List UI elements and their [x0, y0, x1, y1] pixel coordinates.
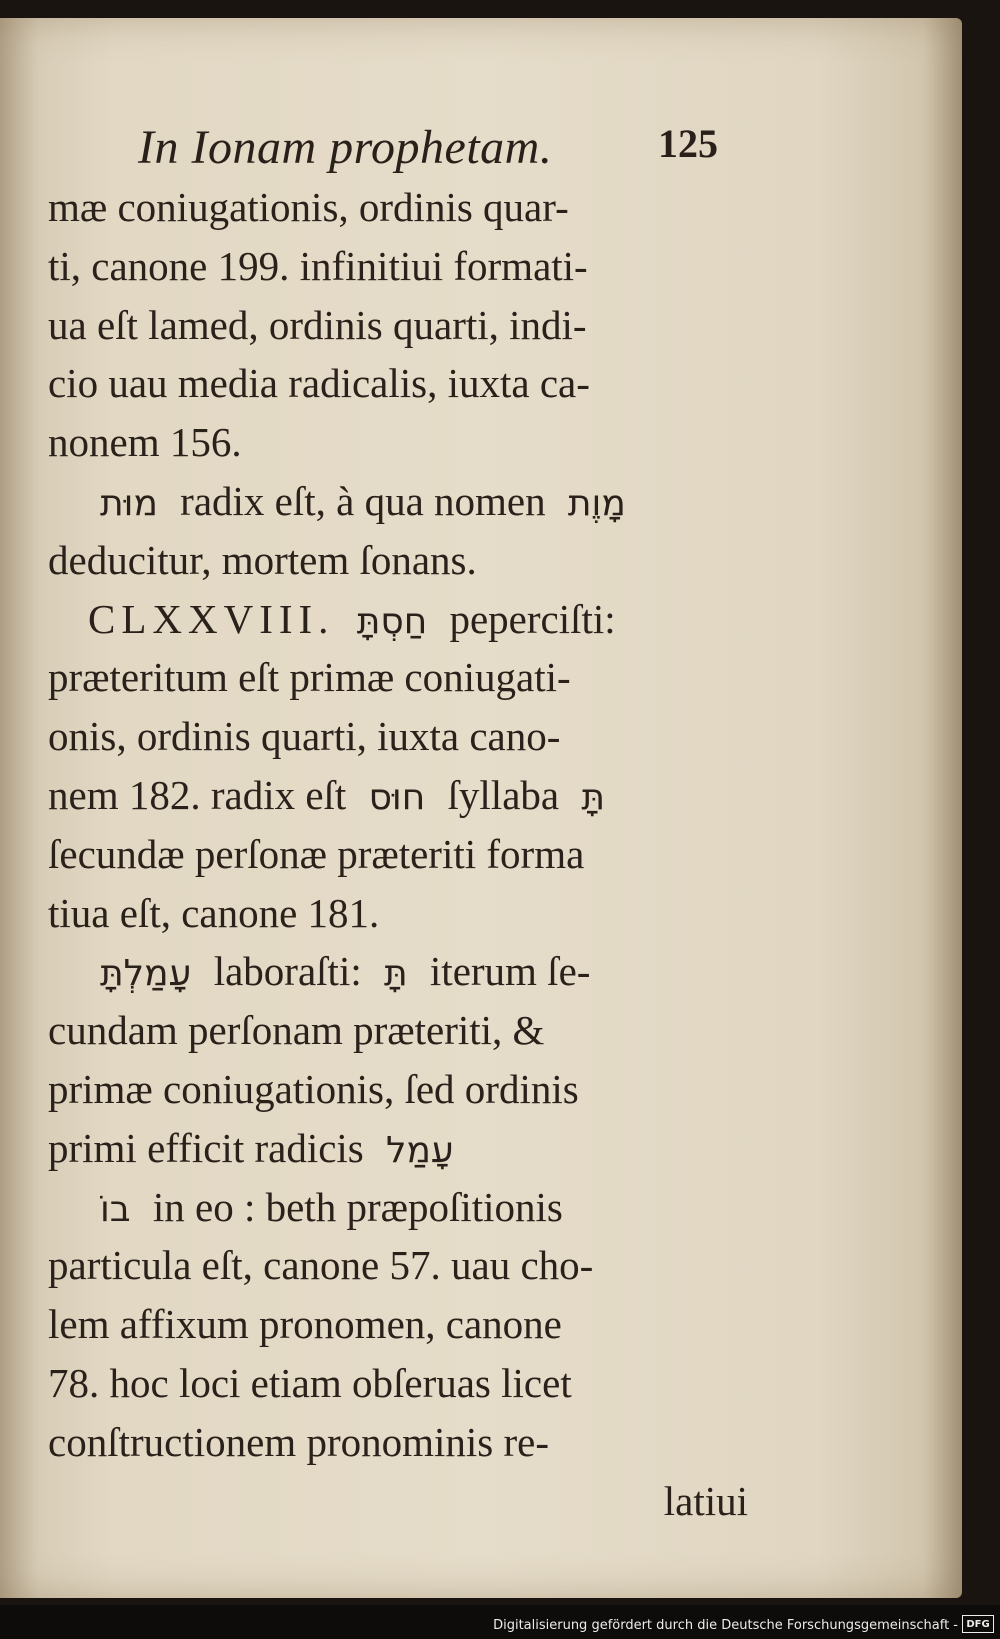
- hebrew-word: חַסְתָּ: [356, 600, 428, 642]
- hebrew-word: עָמַל: [386, 1129, 454, 1171]
- line-text: nem 182. radix eſt: [48, 771, 347, 818]
- book-page: [0, 18, 962, 1598]
- digitization-credit: Digitalisierung gefördert durch die Deutsche Forschungsgemeinschaft -: [493, 1618, 958, 1633]
- section-number: CLXXVIII.: [88, 595, 335, 642]
- text-line: [48, 648, 748, 707]
- line-text: laboraſti:: [213, 948, 362, 995]
- hebrew-word: חוּס: [368, 776, 426, 818]
- line-text: primi efficit radicis: [48, 1124, 364, 1171]
- line-text: ſyllaba: [447, 771, 560, 818]
- dfg-logo-icon: DFG: [962, 1615, 994, 1633]
- line-text: iterum ſe-: [429, 948, 591, 995]
- text-line: [48, 1354, 748, 1413]
- line-text: ua eſt lamed, ordinis quarti, indi-: [48, 301, 587, 348]
- text-line: [48, 178, 748, 237]
- running-title: In Ionam prophetam.: [138, 121, 553, 174]
- page-header: [138, 120, 718, 180]
- line-text: in eo : beth præpoſitionis: [152, 1183, 563, 1230]
- hebrew-word: תָּ: [581, 776, 606, 818]
- text-line: [48, 942, 748, 1001]
- hebrew-word: מוּת: [100, 482, 158, 524]
- line-text: præteritum eſt primæ coniugati-: [48, 654, 571, 701]
- line-text: ti, canone 199. infinitiui formati-: [48, 242, 588, 289]
- text-line: [48, 590, 748, 649]
- line-text: radix eſt, à qua nomen: [180, 477, 546, 524]
- line-text: onis, ordinis quarti, iuxta cano-: [48, 713, 561, 760]
- text-line: [48, 1472, 748, 1531]
- text-line: [48, 1119, 748, 1178]
- line-text: conſtructionem pronominis re-: [48, 1418, 549, 1465]
- text-line: [48, 296, 748, 355]
- line-text: cio uau media radicalis, iuxta ca-: [48, 360, 590, 407]
- text-line: [48, 1236, 748, 1295]
- text-line: [48, 825, 748, 884]
- line-text: ſecundæ perſonæ præteriti forma: [48, 830, 585, 877]
- text-line: [48, 1413, 748, 1472]
- text-line: [48, 707, 748, 766]
- hebrew-word: בוֹ: [100, 1188, 131, 1230]
- line-text: tiua eſt, canone 181.: [48, 889, 380, 936]
- text-line: [48, 413, 748, 472]
- body-text: [48, 178, 748, 1530]
- line-text: latiui: [663, 1477, 748, 1524]
- line-text: peperciſti:: [449, 595, 616, 642]
- line-text: primæ coniugationis, ſed ordinis: [48, 1065, 579, 1112]
- hebrew-word: עָמַלְתָּ: [100, 953, 192, 995]
- text-line: [48, 1060, 748, 1119]
- line-text: 78. hoc loci etiam obſeruas licet: [48, 1359, 572, 1406]
- line-text: cundam perſonam præteriti, &: [48, 1007, 545, 1054]
- line-text: lem affixum pronomen, canone: [48, 1301, 562, 1348]
- text-line: [48, 766, 748, 825]
- line-text: particula eſt, canone 57. uau cho-: [48, 1242, 594, 1289]
- hebrew-word: תָּ: [383, 953, 408, 995]
- text-line: [48, 1295, 748, 1354]
- line-text: nonem 156.: [48, 419, 242, 466]
- hebrew-word: מָוֶת: [567, 482, 626, 524]
- line-text: mæ coniugationis, ordinis quar-: [48, 184, 569, 230]
- text-line: [48, 472, 748, 531]
- text-line: [48, 354, 748, 413]
- line-text: deducitur, mortem ſonans.: [48, 536, 477, 583]
- text-line: [48, 884, 748, 943]
- text-line: [48, 237, 748, 296]
- footer-bar: [0, 1605, 1000, 1639]
- text-line: [48, 1178, 748, 1237]
- page-number: 125: [658, 121, 718, 166]
- text-line: [48, 1001, 748, 1060]
- text-line: [48, 531, 748, 590]
